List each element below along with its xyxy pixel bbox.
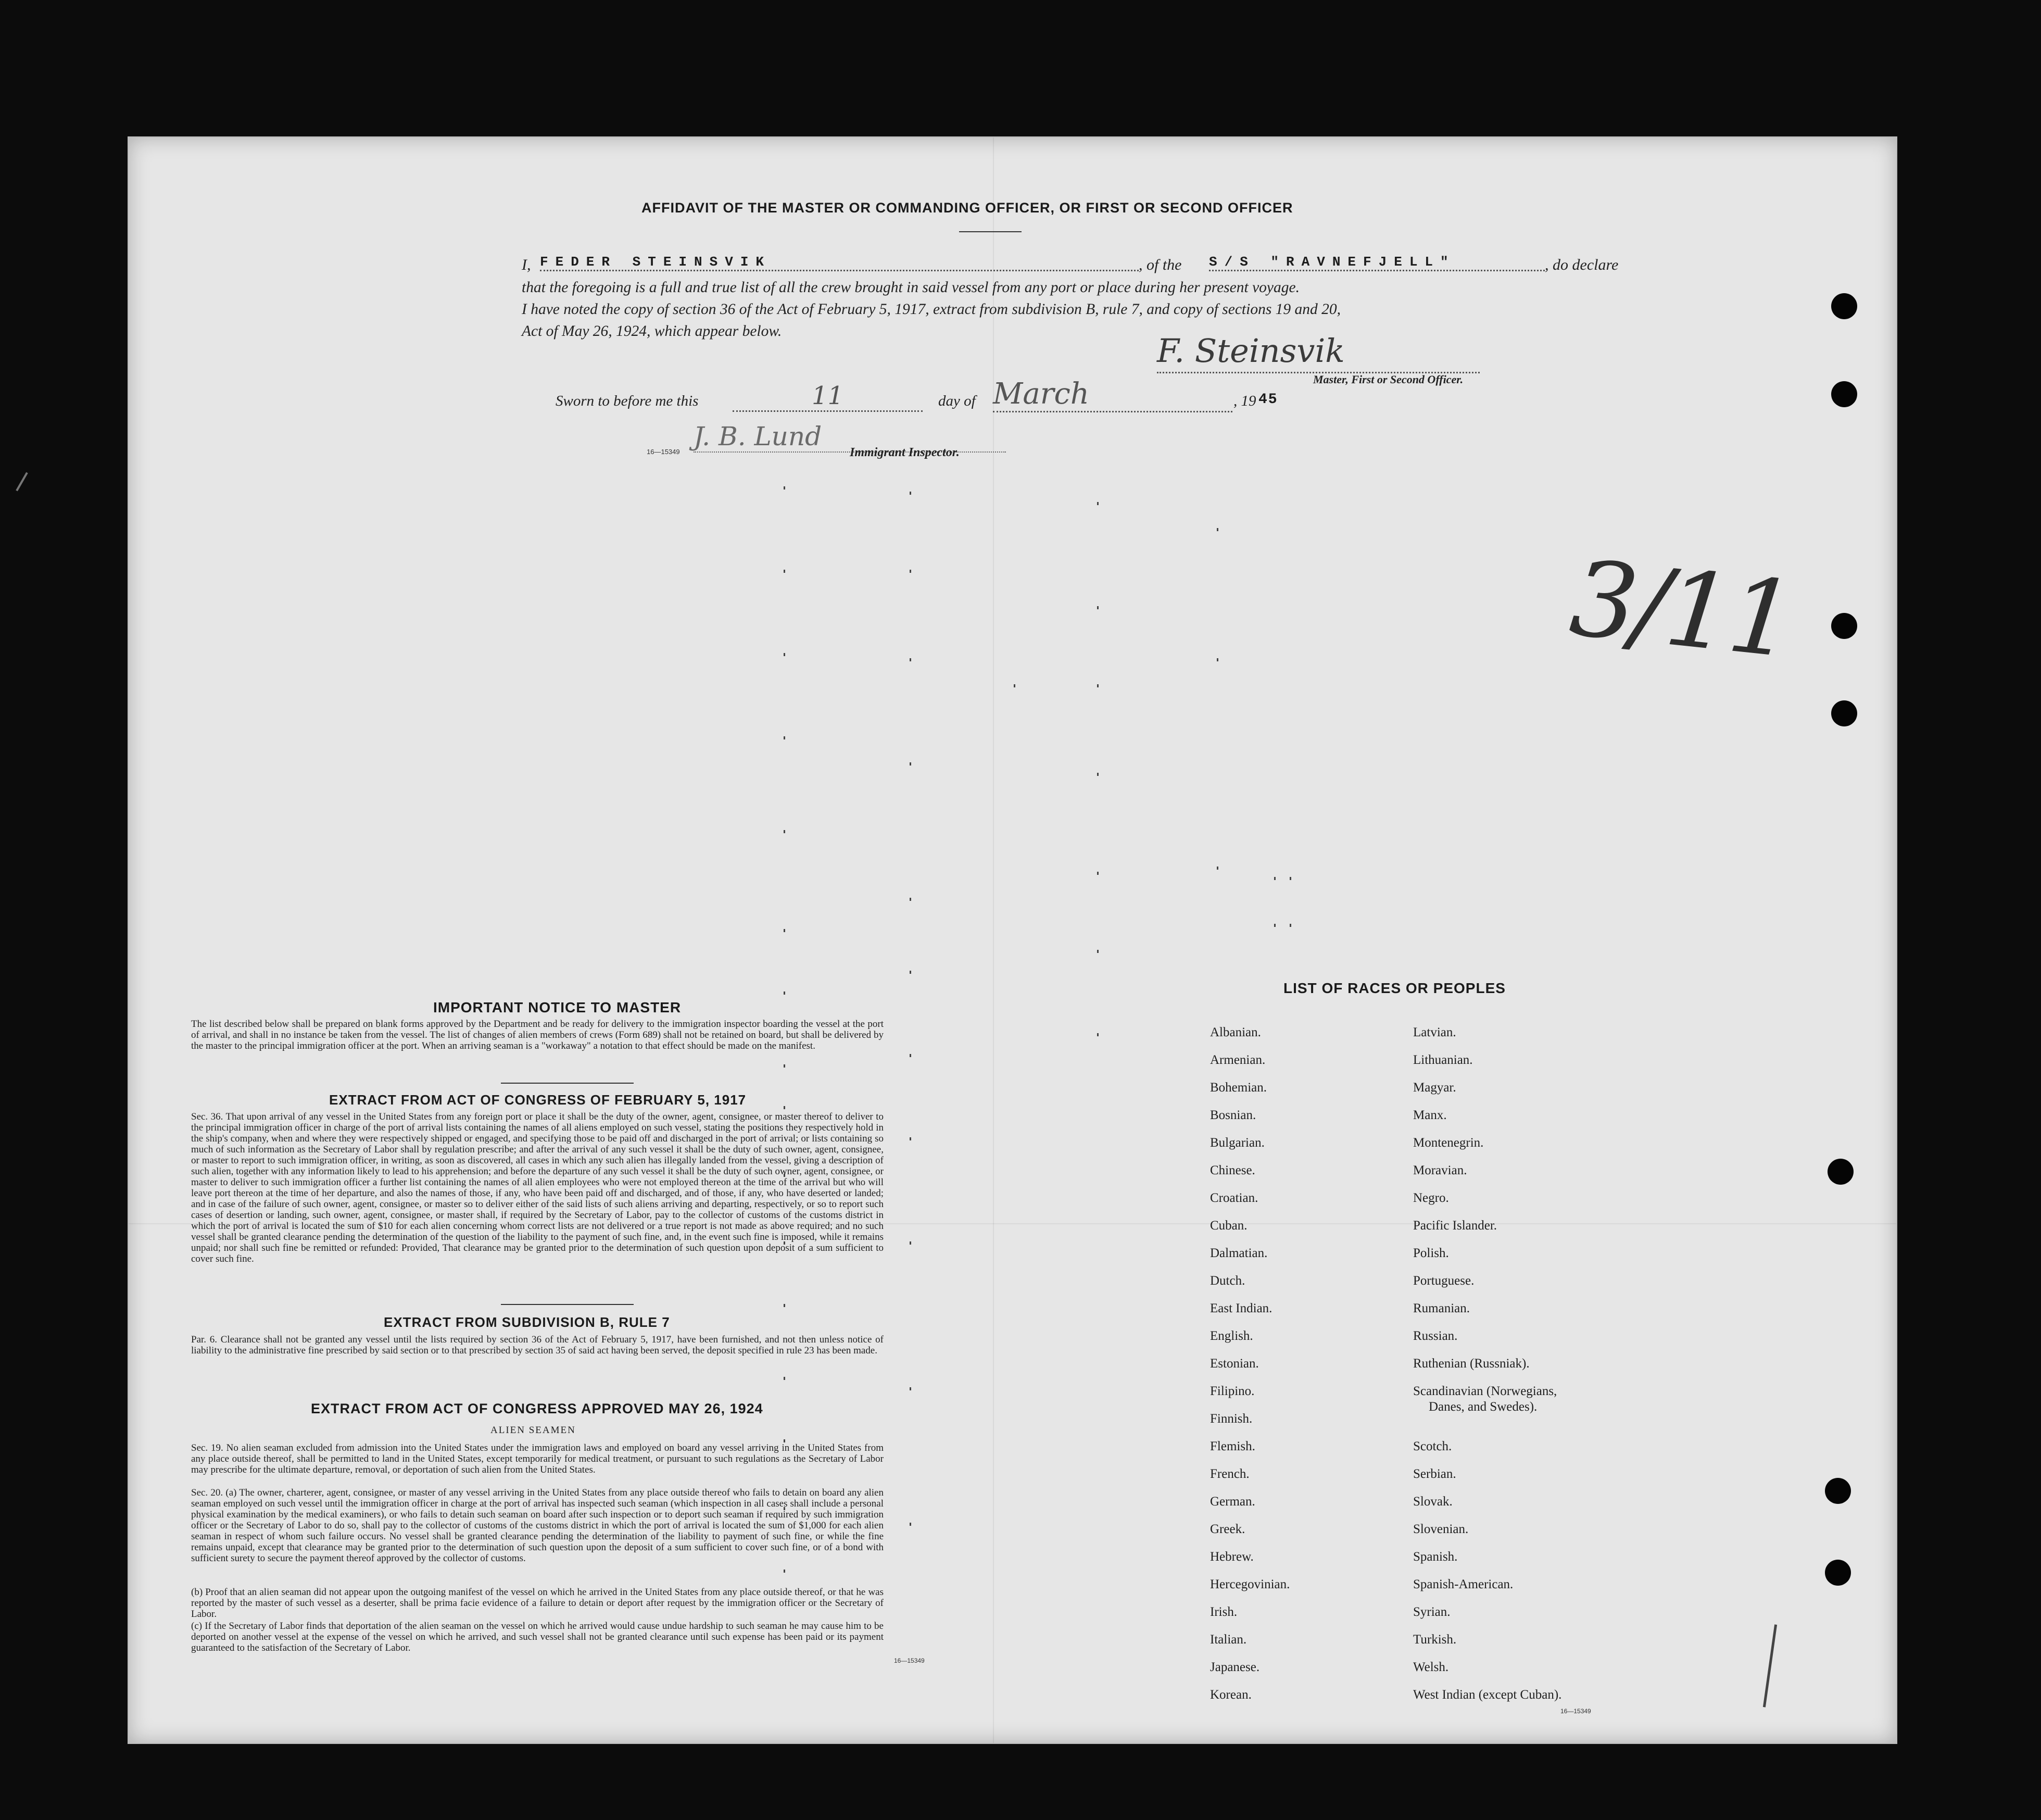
day-of-label: day of: [938, 393, 976, 409]
speck: [1097, 606, 1099, 609]
speck: [784, 830, 785, 833]
speck: [1217, 867, 1218, 870]
race-item-right: Manx.: [1413, 1108, 1447, 1122]
races-title: LIST OF RACES OR PEOPLES: [1283, 980, 1506, 996]
signature-caption: Master, First or Second Officer.: [1313, 373, 1464, 386]
race-item-right: Magyar.: [1413, 1081, 1456, 1095]
speck: [1290, 924, 1291, 927]
form-number-bottom-left: 16—15349: [894, 1657, 925, 1664]
speck: [910, 1137, 911, 1140]
sworn-day: 11: [733, 381, 923, 412]
punch-hole: [1831, 613, 1857, 639]
affidavit-title: AFFIDAVIT OF THE MASTER OR COMMANDING OFFICER, OR FIRST OR SECOND OFFICER: [641, 200, 1293, 216]
affidavit-line-2: that the foregoing is a full and true list of all the crew brought in said vessel from any port or place during her present voyage.: [522, 279, 1300, 296]
sworn-month: March: [993, 377, 1232, 412]
speck: [784, 736, 785, 739]
punch-hole: [1825, 1560, 1851, 1586]
speck: [784, 1106, 785, 1109]
film-scratch: [16, 472, 28, 492]
race-item-left: Hebrew.: [1210, 1550, 1254, 1564]
race-item-right: Rumanian.: [1413, 1301, 1470, 1315]
race-item-right: Welsh.: [1413, 1660, 1449, 1674]
speck: [910, 658, 911, 661]
affidavit-line-4: Act of May 26, 1924, which appear below.: [522, 323, 782, 340]
speck: [910, 762, 911, 765]
speck: [784, 991, 785, 995]
speck: [910, 1054, 911, 1057]
do-declare-label: , do declare: [1545, 256, 1619, 273]
extract-rule7-title: EXTRACT FROM SUBDIVISION B, RULE 7: [384, 1314, 670, 1330]
speck: [1097, 502, 1099, 505]
race-item-left: Irish.: [1210, 1605, 1238, 1619]
notice-title: IMPORTANT NOTICE TO MASTER: [433, 999, 682, 1015]
race-item-left: Cuban.: [1210, 1219, 1248, 1233]
speck: [784, 486, 785, 489]
speck: [1274, 877, 1276, 880]
race-item-left: Dutch.: [1210, 1274, 1245, 1288]
of-the-label: , of the: [1139, 256, 1182, 273]
speck: [784, 1570, 785, 1573]
extract-1924-sec20c: (c) If the Secretary of Labor finds that deportation of the alien seaman on the vessel on which he arrived would cause undue hardship to such seaman he may cause him to be deported on another vessel at the expense of the vessel on which he arrived, and such vessel shall not be granted clearance until such expense has been paid or its payment guaranteed to the satisfaction of the Secretary of Labor.: [191, 1621, 884, 1653]
speck: [784, 929, 785, 932]
speck: [784, 1377, 785, 1380]
race-item-left: Greek.: [1210, 1522, 1245, 1536]
extract-1924-sec20b: (b) Proof that an alien seaman did not appear upon the outgoing manifest of the vessel on which he arrived in the United States from any place outside thereof, or that he was reported by the master of such vessel as a deserter, shall be prima facie evidence of a failure to detain or deport after request by the immigration officer or the Secretary of Labor.: [191, 1587, 884, 1620]
race-item-right: Spanish-American.: [1413, 1577, 1514, 1591]
race-item-right: Scotch.: [1413, 1439, 1452, 1453]
speck: [784, 1304, 785, 1307]
race-item-left: Estonian.: [1210, 1357, 1259, 1371]
race-item-right: Slovenian.: [1413, 1522, 1469, 1536]
speck: [1274, 924, 1276, 927]
speck: [1097, 773, 1099, 776]
race-item-left: French.: [1210, 1467, 1250, 1481]
notice-body: The list described below shall be prepared on blank forms approved by the Department and be ready for delivery to the immigration inspector boarding the vessel at the port of arrival, and shall in no instance be taken from the vessel. The list of changes of alien members of crews (Form 689) shall not be retained on board, but shall be delivered by the master to the principal immigration officer at the port. When an arriving seaman is a "workaway" a notation to that effect should be made on the manifest.: [191, 1019, 884, 1051]
form-number-top: 16—15349: [647, 448, 680, 456]
margin-note: 3/11: [1565, 537, 1798, 682]
speck: [1097, 1033, 1099, 1036]
affidavit-i-label: I,: [522, 256, 531, 273]
race-item-right: Montenegrin.: [1413, 1136, 1484, 1150]
race-item-left: English.: [1210, 1329, 1253, 1343]
year-suffix: 45: [1258, 392, 1278, 408]
speck: [910, 1387, 911, 1390]
race-item-left: Armenian.: [1210, 1053, 1266, 1067]
sworn-label: Sworn to before me this: [556, 393, 699, 409]
race-item-right: Polish.: [1413, 1246, 1449, 1260]
race-item-left: Chinese.: [1210, 1163, 1255, 1177]
race-item-left: Finnish.: [1210, 1412, 1253, 1426]
master-name: FEDER STEINSVIK: [540, 254, 1139, 271]
speck: [784, 1064, 785, 1068]
race-item-right: Portuguese.: [1413, 1274, 1475, 1288]
race-item-left: Bohemian.: [1210, 1081, 1267, 1095]
affidavit-line-3: I have noted the copy of section 36 of the Act of February 5, 1917, extract from subdivision B, rule 7, and copy of sections 19 and 20,: [522, 301, 1341, 318]
race-item-left: Albanian.: [1210, 1025, 1261, 1039]
form-sheet: [128, 136, 1897, 1744]
speck: [910, 971, 911, 974]
speck: [910, 1241, 911, 1245]
race-item-right: Syrian.: [1413, 1605, 1451, 1619]
speck: [784, 653, 785, 656]
year-prefix: , 19: [1233, 393, 1256, 409]
speck: [1097, 684, 1099, 687]
race-item-right: Russian.: [1413, 1329, 1458, 1343]
race-item-right: Negro.: [1413, 1191, 1449, 1205]
speck: [784, 570, 785, 573]
master-signature: F. Steinsvik: [1157, 330, 1480, 373]
race-item-left: Bosnian.: [1210, 1108, 1256, 1122]
race-item-left: Bulgarian.: [1210, 1136, 1265, 1150]
speck: [910, 492, 911, 495]
margin-stroke: [1763, 1624, 1777, 1707]
form-number-bottom-right: 16—15349: [1560, 1708, 1591, 1715]
race-item-right: Lithuanian.: [1413, 1053, 1473, 1067]
speck: [1097, 872, 1099, 875]
race-item-left: Italian.: [1210, 1633, 1247, 1647]
race-item-left: German.: [1210, 1495, 1255, 1509]
race-item-left: Korean.: [1210, 1688, 1252, 1702]
race-item-left: Filipino.: [1210, 1384, 1255, 1398]
punch-hole: [1831, 381, 1857, 407]
race-item-left: Flemish.: [1210, 1439, 1255, 1453]
speck: [910, 570, 911, 573]
extract-1924-sec20a: Sec. 20. (a) The owner, charterer, agent, consignee, or master of any vessel arriving in the United States from any place outside thereof who fails to detain on board any alien seaman employed on such vessel until the immigration officer in charge at the port of arrival has inspected such seaman (which inspection in all cases shall include a personal physical examination by the medical examiners), or who fails to detain such seaman on board after such inspection or to deport such seaman if required by such immigration officer or the Secretary of Labor to do so, shall pay to the collector of customs of the customs district in which the port of arrival is located the sum of $1,000 for each alien seaman in respect of whom such failure occurs. No vessel shall be granted clearance pending the determination of the liability to payment of such fine, or while the fine remains unpaid, except that clearance may be granted prior to the determination of such question upon the deposit of a sum sufficient to cover such fine, or of a bond with sufficient surety to secure the payment thereof approved by the collector of customs.: [191, 1487, 884, 1564]
extract-1917-body: Sec. 36. That upon arrival of any vessel in the United States from any foreign port or place it shall be the duty of the owner, agent, consignee, or master thereof to deliver to the principal immigration officer in charge of the port of arrival lists containing the names of all aliens employed on such vessel, stating the positions they respectively hold in the ship's company, when and where they were respectively shipped or engaged, and specifying those to be paid off and discharged in the port of arrival; or lists containing so much of such information as the Secretary of Labor shall by regulation prescribe; and after the arrival of any such vessel it shall be the duty of such owner, agent, consignee, or master to report to such immigration officer, in writing, as soon as discovered, all cases in which any such alien has illegally landed from the vessel, giving a description of such alien, together with any information likely to lead to his apprehension; and before the departure of any such vessel it shall be the duty of such owner, agent, consignee, or master to deliver to such immigration officer a further list containing the names of all alien employees who were not employed thereon at the time of the arrival but who will leave port thereon at the time of her departure, and also the names of those, if any, who have been paid off and discharged, and of those, if any, who have deserted or landed; and in case of the failure of such owner, agent, consignee, or master so to deliver either of the said lists of such aliens arriving and departing, respectively, or so to report such cases of desertion or landing, such owner, agent, consignee, or master shall, if required by the Secretary of Labor, pay to the collector of customs of the customs district in which the port of arrival is located the sum of $10 for each alien concerning whom correct lists are not delivered or a true report is not made as above required; and no such vessel shall be granted clearance pending the determination of the question of the liability to the payment of such fine, and, in the event such fine is imposed, while it remains unpaid; nor shall such fine be remitted or refunded: Provided, That clearance may be granted prior to the determination of such question upon deposit of a sum sufficient to cover such fine.: [191, 1111, 884, 1264]
extract-1924-sec19: Sec. 19. No alien seaman excluded from admission into the United States under the immigration laws and employed on board any vessel arriving in the United States from any place outside thereof, shall be permitted to land in the United States, except temporarily for medical treatment, or pursuant to such regulations as the Secretary of Labor may prescribe for the ultimate departure, removal, or deportation of such alien from the United States.: [191, 1442, 884, 1475]
divider: [501, 1304, 634, 1305]
speck: [1217, 658, 1218, 661]
race-item-right: Latvian.: [1413, 1025, 1456, 1039]
race-item-right: Slovak.: [1413, 1495, 1453, 1509]
vessel-name: S/S "RAVNEFJELL": [1209, 254, 1545, 271]
speck: [1290, 877, 1291, 880]
divider: [959, 231, 1022, 232]
race-item-right-continued: Danes, and Swedes).: [1429, 1400, 1538, 1414]
extract-1924-subtitle: ALIEN SEAMEN: [490, 1425, 576, 1436]
race-item-left: Croatian.: [1210, 1191, 1258, 1205]
race-item-right: West Indian (except Cuban).: [1413, 1688, 1562, 1702]
speck: [910, 898, 911, 901]
race-item-right: Moravian.: [1413, 1163, 1467, 1177]
inspector-signature: J. B. Lund: [694, 421, 1006, 453]
divider: [501, 1083, 634, 1084]
race-item-left: East Indian.: [1210, 1301, 1273, 1315]
race-item-right: Serbian.: [1413, 1467, 1456, 1481]
race-item-left: Hercegovinian.: [1210, 1577, 1290, 1591]
punch-hole: [1825, 1478, 1851, 1504]
race-item-right: Ruthenian (Russniak).: [1413, 1357, 1530, 1371]
race-item-left: Japanese.: [1210, 1660, 1260, 1674]
extract-1917-title: EXTRACT FROM ACT OF CONGRESS OF FEBRUARY 5, 1917: [329, 1092, 747, 1108]
race-item-right: Spanish.: [1413, 1550, 1458, 1564]
punch-hole: [1831, 700, 1857, 726]
race-item-right: Scandinavian (Norwegians,: [1413, 1384, 1557, 1398]
extract-1924-title: EXTRACT FROM ACT OF CONGRESS APPROVED MAY 26, 1924: [311, 1401, 763, 1416]
inspector-caption: Immigrant Inspector.: [850, 446, 960, 459]
race-item-right: Pacific Islander.: [1413, 1219, 1497, 1233]
speck: [1014, 684, 1015, 687]
punch-hole: [1828, 1159, 1854, 1185]
speck: [1217, 528, 1218, 531]
race-item-left: Dalmatian.: [1210, 1246, 1268, 1260]
race-item-right: Turkish.: [1413, 1633, 1457, 1647]
speck: [1097, 950, 1099, 953]
speck: [910, 1523, 911, 1526]
extract-rule7-body: Par. 6. Clearance shall not be granted any vessel until the lists required by section 36 of the Act of February 5, 1917, have been furnished, and not then unless notice of liability to the administrative fine prescribed by said section or to that prescribed by section 35 of said act having been served, the deposit specified in rule 23 has been made.: [191, 1334, 884, 1356]
punch-hole: [1831, 293, 1857, 319]
